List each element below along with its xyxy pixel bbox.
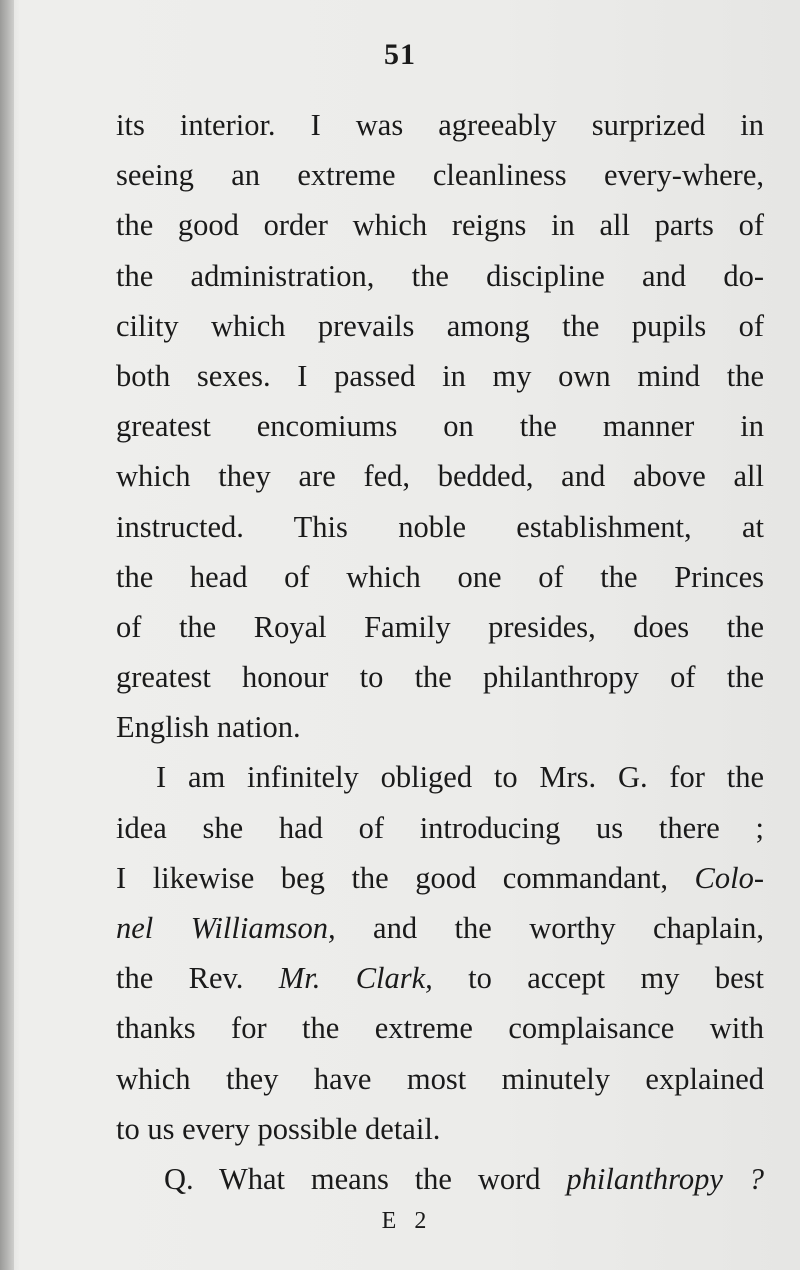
text-line: idea she had of introducing us there ; (116, 810, 764, 845)
page-gutter-shadow (0, 0, 14, 1270)
text-line: Q. What means the word philanthropy ? (164, 1161, 764, 1196)
page-number: 51 (384, 38, 416, 71)
text-line: I likewise beg the good commandant, Colo- (116, 860, 764, 895)
text-line: English nation. (116, 710, 301, 745)
signature-mark: E 2 (381, 1208, 433, 1234)
text-line: nel Williamson, and the worthy chaplain, (116, 911, 764, 945)
body-text (116, 100, 764, 1204)
text-line: I am infinitely obliged to Mrs. G. for the (156, 760, 764, 795)
text-line: the Rev. Mr. Clark, to accept my best (116, 961, 764, 996)
text-line: its interior. I was agreeably surprized in (116, 108, 764, 142)
text-line: of the Royal Family presides, does the (116, 609, 764, 644)
text-line: the good order which reigns in all parts of (116, 208, 764, 243)
text-line: greatest honour to the philanthropy of the (116, 660, 764, 695)
text-line: thanks for the extreme complaisance with (116, 1011, 764, 1046)
text-line: which they have most minutely explained (116, 1061, 764, 1096)
text-line: cility which prevails among the pupils of (116, 308, 764, 343)
text-line: the administration, the discipline and do- (116, 258, 764, 293)
text-line: instructed. This noble establishment, at (116, 509, 764, 544)
text-line: seeing an extreme cleanliness every-where, (116, 158, 764, 193)
text-line: which they are fed, bedded, and above all (116, 459, 764, 494)
text-line: both sexes. I passed in my own mind the (116, 358, 764, 393)
text-line: greatest encomiums on the manner in (116, 409, 764, 444)
text-line: the head of which one of the Princes (116, 559, 764, 594)
text-line: to us every possible detail. (116, 1111, 441, 1146)
